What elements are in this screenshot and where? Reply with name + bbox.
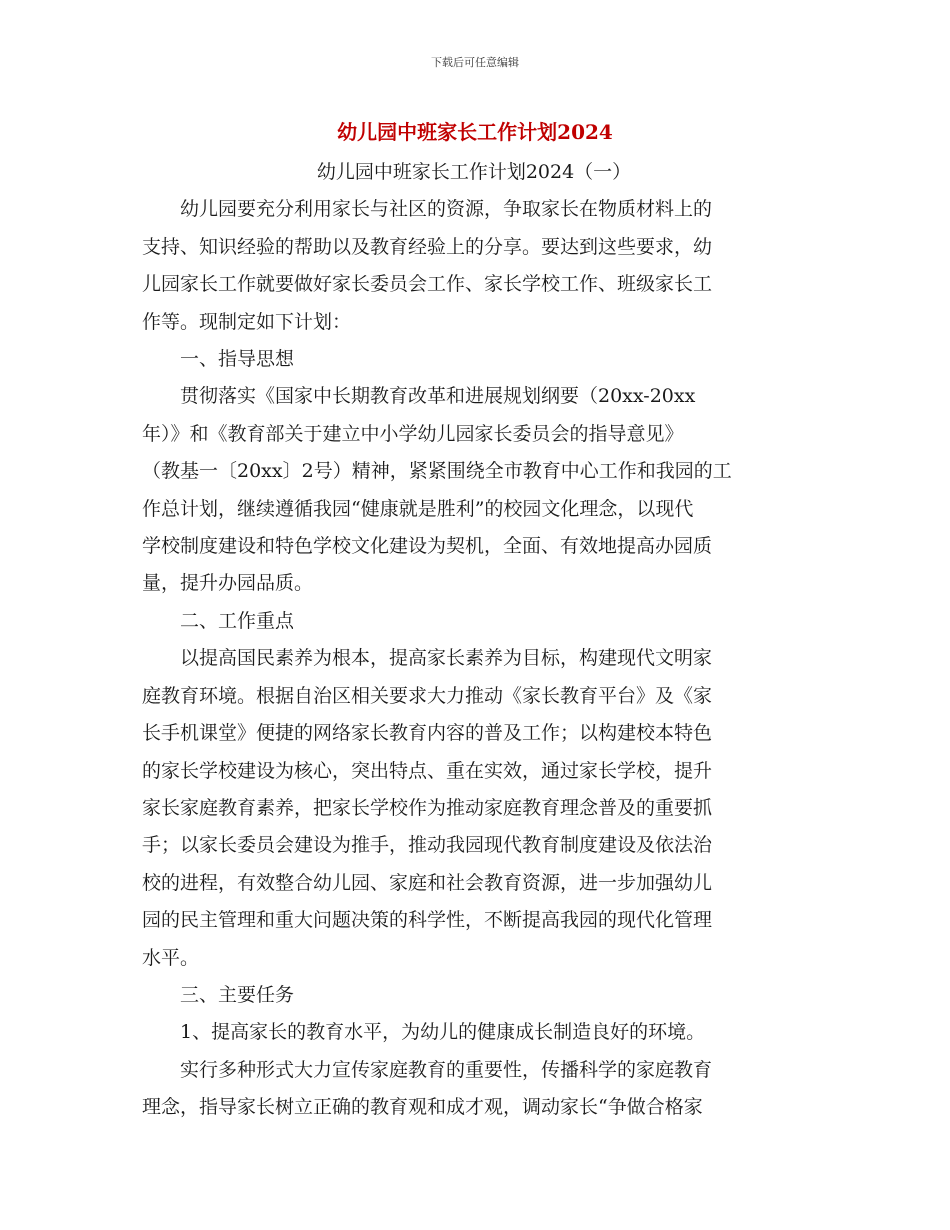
intro-paragraph xyxy=(142,191,806,341)
document-title: 幼儿园中班家长工作计划2024 xyxy=(337,120,613,144)
text-line: （教基一〔20xx〕2号）精神，紧紧围绕全市教育中心工作和我园的工 xyxy=(142,460,732,483)
document-body xyxy=(142,154,806,1127)
section-heading-guiding-thought: 一、指导思想 xyxy=(180,348,295,371)
text-line: 园的民主管理和重大问题决策的科学性，不断提高我园的现代化管理 xyxy=(142,909,713,932)
text-line: 实行多种形式大力宣传家庭教育的重要性，传播科学的家庭教育 xyxy=(180,1058,713,1081)
work-focus-paragraph xyxy=(142,640,806,977)
text-line: 水平。 xyxy=(142,946,200,969)
text-line: 贯彻落实《国家中长期教育改革和进展规划纲要（20xx-20xx xyxy=(180,385,696,408)
guiding-thought-paragraph xyxy=(142,378,806,602)
text-line: 庭教育环境。根据自治区相关要求大力推动《家长教育平台》及《家 xyxy=(142,684,713,707)
section-heading-work-focus: 二、工作重点 xyxy=(180,609,295,632)
text-line: 儿园家长工作就要做好家长委员会工作、家长学校工作、班级家长工 xyxy=(142,273,713,296)
text-line: 作等。现制定如下计划： xyxy=(142,310,352,333)
text-line: 长手机课堂》便捷的网络家长教育内容的普及工作；以构建校本特色 xyxy=(142,722,713,745)
text-line: 学校制度建设和特色学校文化建设为契机，全面、有效地提高办园质 xyxy=(142,535,713,558)
task-1-heading: 1、提高家长的教育水平，为幼儿的健康成长制造良好的环境。 xyxy=(180,1021,706,1044)
text-line: 年）》和《教育部关于建立中小学幼儿园家长委员会的指导意见》 xyxy=(142,422,684,445)
text-line: 家长家庭教育素养，把家长学校作为推动家庭教育理念普及的重要抓 xyxy=(142,796,713,819)
page-header: 下载后可任意编辑 xyxy=(431,56,519,69)
text-line: 理念，指导家长树立正确的教育观和成才观，调动家长“争做合格家 xyxy=(142,1096,703,1119)
document-subtitle: 幼儿园中班家长工作计划2024（一） xyxy=(316,161,632,183)
text-line: 以提高国民素养为根本，提高家长素养为目标，构建现代文明家 xyxy=(180,647,713,670)
text-line: 校的进程，有效整合幼儿园、家庭和社会教育资源，进一步加强幼儿 xyxy=(142,871,713,894)
text-line: 手；以家长委员会建设为推手，推动我园现代教育制度建设及依法治 xyxy=(142,834,713,857)
task-1-paragraph xyxy=(142,1052,806,1127)
text-line: 的家长学校建设为核心，突出特点、重在实效，通过家长学校，提升 xyxy=(142,759,713,782)
text-line: 量，提升办园品质。 xyxy=(142,572,314,595)
text-line: 幼儿园要充分利用家长与社区的资源，争取家长在物质材料上的 xyxy=(180,198,713,221)
section-heading-main-tasks: 三、主要任务 xyxy=(180,983,295,1006)
text-line: 作总计划，继续遵循我园“健康就是胜利”的校园文化理念，以现代 xyxy=(142,497,694,520)
text-line: 支持、知识经验的帮助以及教育经验上的分享。要达到这些要求，幼 xyxy=(142,235,713,258)
